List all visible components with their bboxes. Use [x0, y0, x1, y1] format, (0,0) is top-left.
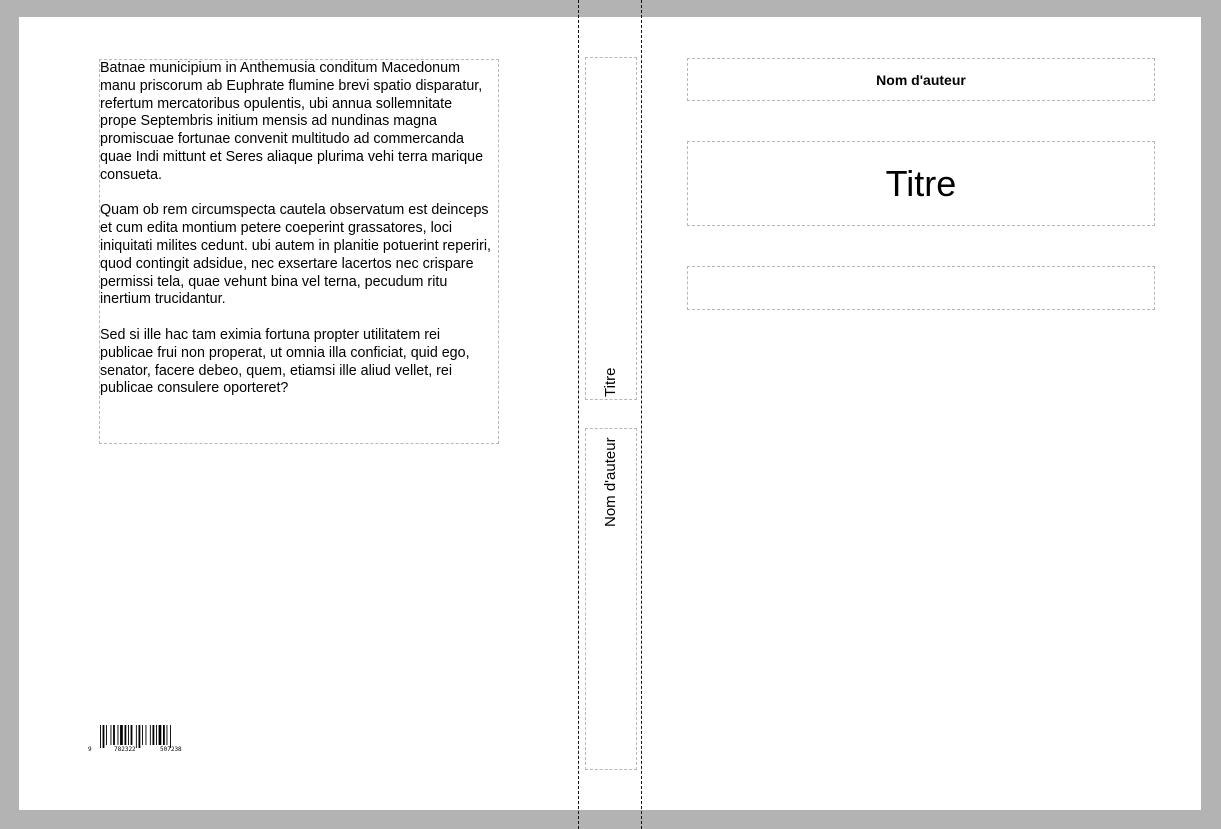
barcode-bar [128, 725, 129, 745]
spine-title-frame[interactable] [585, 57, 637, 400]
back-cover-text[interactable] [100, 60, 492, 416]
barcode-bar [170, 725, 171, 748]
barcode-bar [142, 725, 143, 745]
barcode-left-digits: 782322 [114, 746, 136, 753]
front-author: Nom d'auteur [876, 71, 966, 88]
barcode-bar [156, 725, 157, 745]
barcode-bar [131, 725, 133, 745]
barcode-bar [106, 725, 107, 745]
front-title: Titre [885, 162, 957, 204]
barcode-bar [146, 725, 147, 745]
barcode-right-digits: 507238 [160, 746, 182, 753]
back-paragraph-2: Quam ob rem circumspecta cautela observatum est deinceps et cum edita montium petere coeperint grassatores, loci iniquitati milites cedunt. ubi autem in planitie potuerint reperiri, quod contingit adsidue, nec exsertare lacertos nec crispare permissi tela, quae vehunt bina vel terna, pecudum ritu inertium trucidantur. [100, 202, 491, 308]
barcode-lead-digit: 9 [88, 746, 92, 753]
barcode-bar [118, 725, 119, 745]
spine-author: Nom d'auteur [602, 437, 619, 527]
barcode-bar [125, 725, 127, 745]
isbn-barcode[interactable] [86, 724, 198, 754]
barcode-bar [153, 725, 155, 745]
spine-fold-left [578, 0, 579, 829]
barcode-bar [100, 725, 101, 748]
barcode-bar [163, 725, 165, 745]
barcode-bar [113, 725, 115, 745]
barcode-bar [150, 725, 151, 745]
barcode-bar [136, 725, 137, 748]
barcode-bar [139, 725, 141, 748]
back-paragraph-3: Sed si ille hac tam eximia fortuna propter utilitatem rei publicae frui non properat, ut omnia illa conficiat, quid ego, senator, facere debeo, quem, etiamsi ille aliud vellet, rei publicae consulere oporteret? [100, 326, 470, 397]
spine-title: Titre [602, 367, 619, 397]
barcode-bar [111, 725, 112, 745]
barcode-bar [120, 725, 123, 745]
spine-fold-right [641, 0, 642, 829]
barcode-bar [103, 725, 105, 748]
barcode-bar [159, 725, 162, 745]
front-subtitle-frame[interactable] [687, 266, 1155, 310]
barcode-bar [167, 725, 168, 745]
back-paragraph-1: Batnae municipium in Anthemusia conditum Macedonum manu priscorum ab Euphrate flumine brevi spatio disparatur, refertum mercatoribus opulentis, ubi annua sollemnitate prope Septembris initium mensis ad nundinas magna promiscuae fortunae convenit multitudo ad commercanda quae Indi mittunt et Seres aliaque plurima vehi terra marique consueta. [100, 60, 484, 183]
